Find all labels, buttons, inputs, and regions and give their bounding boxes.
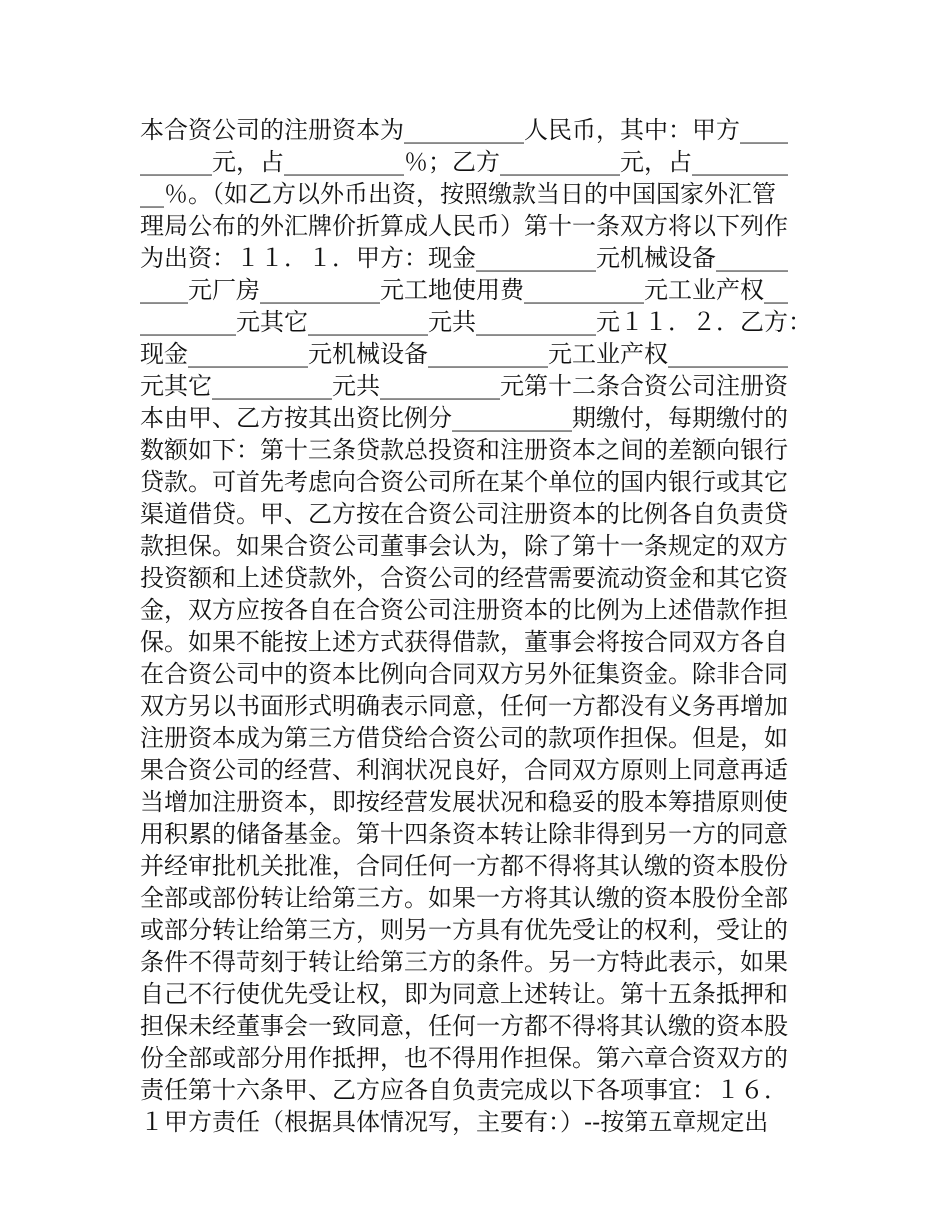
text-line: 在合资公司中的资本比例向合同双方另外征集资金。除非合同 xyxy=(140,660,788,688)
text-line: 为出资：１１．１．甲方：现金__________元机械设备______ xyxy=(140,244,788,272)
text-line: 理局公布的外汇牌价折算成人民币）第十一条双方将以下列作 xyxy=(140,212,788,240)
text-line: 担保未经董事会一致同意，任何一方都不得将其认缴的资本股 xyxy=(140,1012,788,1040)
text-line: 份全部或部分用作抵押，也不得用作担保。第六章合资双方的 xyxy=(140,1044,788,1072)
text-line: 条件不得苛刻于转让给第三方的条件。另一方特此表示，如果 xyxy=(140,948,788,976)
text-line: 双方另以书面形式明确表示同意，任何一方都没有义务再增加 xyxy=(140,692,788,720)
text-line: 果合资公司的经营、利润状况良好，合同双方原则上同意再适 xyxy=(140,756,788,784)
text-line: 全部或部份转让给第三方。如果一方将其认缴的资本股份全部 xyxy=(140,884,788,912)
text-line: 数额如下：第十三条贷款总投资和注册资本之间的差额向银行 xyxy=(140,436,788,464)
text-line: __％。（如乙方以外币出资，按照缴款当日的中国国家外汇管 xyxy=(140,180,776,208)
text-line: 或部分转让给第三方，则另一方具有优先受让的权利，受让的 xyxy=(140,916,788,944)
text-line: 贷款。可首先考虑向合资公司所在某个单位的国内银行或其它 xyxy=(140,468,788,496)
text-line: ____元厂房__________元工地使用费__________元工业产权__ xyxy=(140,276,788,304)
text-line: 责任第十六条甲、乙方应各自负责完成以下各项事宜：１６． xyxy=(140,1076,788,1104)
text-line: 本合资公司的注册资本为__________人民币，其中：甲方____ xyxy=(140,116,788,144)
text-line: 金，双方应按各自在合资公司注册资本的比例为上述借款作担 xyxy=(140,596,788,624)
text-line: 元其它__________元共__________元第十二条合资公司注册资 xyxy=(140,372,788,400)
text-line: 本由甲、乙方按其出资比例分__________期缴付，每期缴付的 xyxy=(140,404,788,432)
text-line: 现金__________元机械设备__________元工业产权__________ xyxy=(140,340,788,368)
text-line: ________元其它__________元共__________元１１．２．乙方： xyxy=(140,308,812,336)
text-line: ______元，占__________％；乙方__________元，占________ xyxy=(140,148,788,176)
text-line: 注册资本成为第三方借贷给合资公司的款项作担保。但是，如 xyxy=(140,724,788,752)
text-line: 投资额和上述贷款外，合资公司的经营需要流动资金和其它资 xyxy=(140,564,788,592)
text-line: １甲方责任（根据具体情况写，主要有：）--按第五章规定出 xyxy=(140,1108,769,1136)
contract-text xyxy=(140,114,820,1138)
text-line: 渠道借贷。甲、乙方按在合资公司注册资本的比例各自负责贷 xyxy=(140,500,788,528)
text-line: 用积累的储备基金。第十四条资本转让除非得到另一方的同意 xyxy=(140,820,788,848)
text-line: 自己不行使优先受让权，即为同意上述转让。第十五条抵押和 xyxy=(140,980,788,1008)
text-line: 并经审批机关批准，合同任何一方都不得将其认缴的资本股份 xyxy=(140,852,788,880)
text-line: 当增加注册资本，即按经营发展状况和稳妥的股本筹措原则使 xyxy=(140,788,788,816)
text-line: 款担保。如果合资公司董事会认为，除了第十一条规定的双方 xyxy=(140,532,788,560)
text-line: 保。如果不能按上述方式获得借款，董事会将按合同双方各自 xyxy=(140,628,788,656)
